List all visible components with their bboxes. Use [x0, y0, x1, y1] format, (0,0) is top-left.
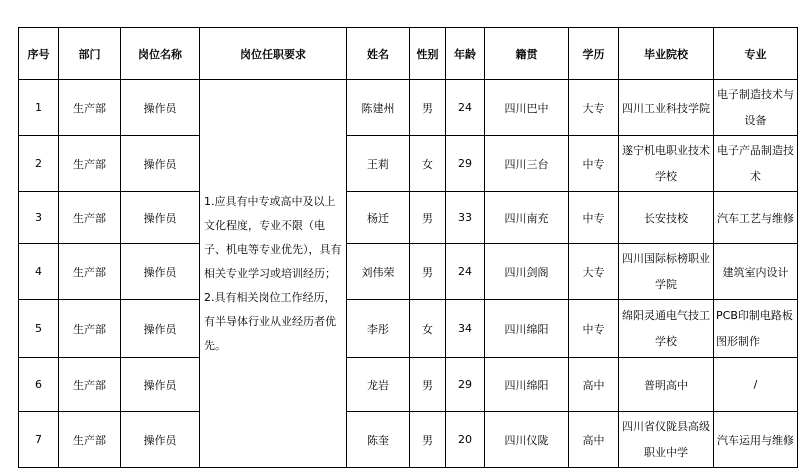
cell-education: 大专 [569, 244, 619, 300]
staff-table [18, 27, 798, 468]
cell-gender: 男 [410, 244, 446, 300]
header-education: 学历 [569, 28, 619, 80]
cell-no: 4 [19, 244, 59, 300]
cell-no: 5 [19, 300, 59, 358]
cell-major: 建筑室内设计 [714, 244, 798, 300]
cell-major: 汽车运用与维修 [714, 412, 798, 468]
cell-dept: 生产部 [59, 412, 121, 468]
cell-name: 王莉 [347, 136, 410, 192]
cell-origin: 四川南充 [485, 192, 569, 244]
requirements-cell [200, 80, 347, 468]
cell-dept: 生产部 [59, 244, 121, 300]
cell-dept: 生产部 [59, 300, 121, 358]
cell-education: 高中 [569, 358, 619, 412]
table-row [19, 358, 798, 412]
cell-no: 1 [19, 80, 59, 136]
cell-education: 中专 [569, 192, 619, 244]
cell-major: 汽车工艺与维修 [714, 192, 798, 244]
cell-name: 陈建州 [347, 80, 410, 136]
cell-post: 操作员 [121, 136, 200, 192]
requirement-1: 1.应具有中专或高中及以上文化程度，专业不限（电子、机电等专业优先），具有相关专业学习或培训经历； [204, 194, 342, 280]
header-gender: 性别 [410, 28, 446, 80]
cell-gender: 女 [410, 300, 446, 358]
cell-school: 四川工业科技学院 [619, 80, 714, 136]
cell-education: 大专 [569, 80, 619, 136]
cell-origin: 四川仪陇 [485, 412, 569, 468]
header-major: 专业 [714, 28, 798, 80]
cell-school: 遂宁机电职业技术学校 [619, 136, 714, 192]
cell-major: 电子制造技术与设备 [714, 80, 798, 136]
cell-post: 操作员 [121, 244, 200, 300]
cell-education: 中专 [569, 300, 619, 358]
cell-major: / [714, 358, 798, 412]
table-row [19, 412, 798, 468]
cell-dept: 生产部 [59, 136, 121, 192]
cell-dept: 生产部 [59, 80, 121, 136]
cell-school: 普明高中 [619, 358, 714, 412]
header-origin: 籍贯 [485, 28, 569, 80]
cell-education: 高中 [569, 412, 619, 468]
cell-age: 20 [446, 412, 485, 468]
header-row [19, 28, 798, 80]
cell-name: 杨迁 [347, 192, 410, 244]
cell-name: 刘伟荣 [347, 244, 410, 300]
header-name: 姓名 [347, 28, 410, 80]
cell-age: 24 [446, 80, 485, 136]
cell-gender: 女 [410, 136, 446, 192]
table-row [19, 244, 798, 300]
cell-dept: 生产部 [59, 192, 121, 244]
header-dept: 部门 [59, 28, 121, 80]
cell-name: 龙岩 [347, 358, 410, 412]
cell-gender: 男 [410, 358, 446, 412]
cell-name: 陈奎 [347, 412, 410, 468]
cell-age: 24 [446, 244, 485, 300]
cell-origin: 四川绵阳 [485, 358, 569, 412]
cell-origin: 四川剑阁 [485, 244, 569, 300]
table-row [19, 136, 798, 192]
cell-gender: 男 [410, 192, 446, 244]
cell-post: 操作员 [121, 80, 200, 136]
cell-gender: 男 [410, 80, 446, 136]
cell-origin: 四川巴中 [485, 80, 569, 136]
cell-age: 29 [446, 358, 485, 412]
cell-post: 操作员 [121, 412, 200, 468]
cell-age: 29 [446, 136, 485, 192]
cell-major: PCB印制电路板图形制作 [714, 300, 798, 358]
cell-post: 操作员 [121, 358, 200, 412]
cell-name: 李彤 [347, 300, 410, 358]
cell-dept: 生产部 [59, 358, 121, 412]
cell-school: 四川省仪陇县高级职业中学 [619, 412, 714, 468]
header-requirements: 岗位任职要求 [200, 28, 347, 80]
cell-school: 长安技校 [619, 192, 714, 244]
cell-gender: 男 [410, 412, 446, 468]
header-post: 岗位名称 [121, 28, 200, 80]
table-row [19, 80, 798, 136]
cell-post: 操作员 [121, 300, 200, 358]
cell-school: 绵阳灵通电气技工学校 [619, 300, 714, 358]
cell-origin: 四川绵阳 [485, 300, 569, 358]
cell-no: 2 [19, 136, 59, 192]
cell-major: 电子产品制造技术 [714, 136, 798, 192]
cell-education: 中专 [569, 136, 619, 192]
header-no: 序号 [19, 28, 59, 80]
cell-school: 四川国际标榜职业学院 [619, 244, 714, 300]
cell-no: 6 [19, 358, 59, 412]
cell-age: 34 [446, 300, 485, 358]
cell-post: 操作员 [121, 192, 200, 244]
header-age: 年龄 [446, 28, 485, 80]
cell-no: 7 [19, 412, 59, 468]
cell-age: 33 [446, 192, 485, 244]
table-row [19, 300, 798, 358]
header-school: 毕业院校 [619, 28, 714, 80]
cell-origin: 四川三台 [485, 136, 569, 192]
cell-no: 3 [19, 192, 59, 244]
requirement-2: 2.具有相关岗位工作经历，有半导体行业从业经历者优先。 [204, 290, 336, 352]
table-row [19, 192, 798, 244]
